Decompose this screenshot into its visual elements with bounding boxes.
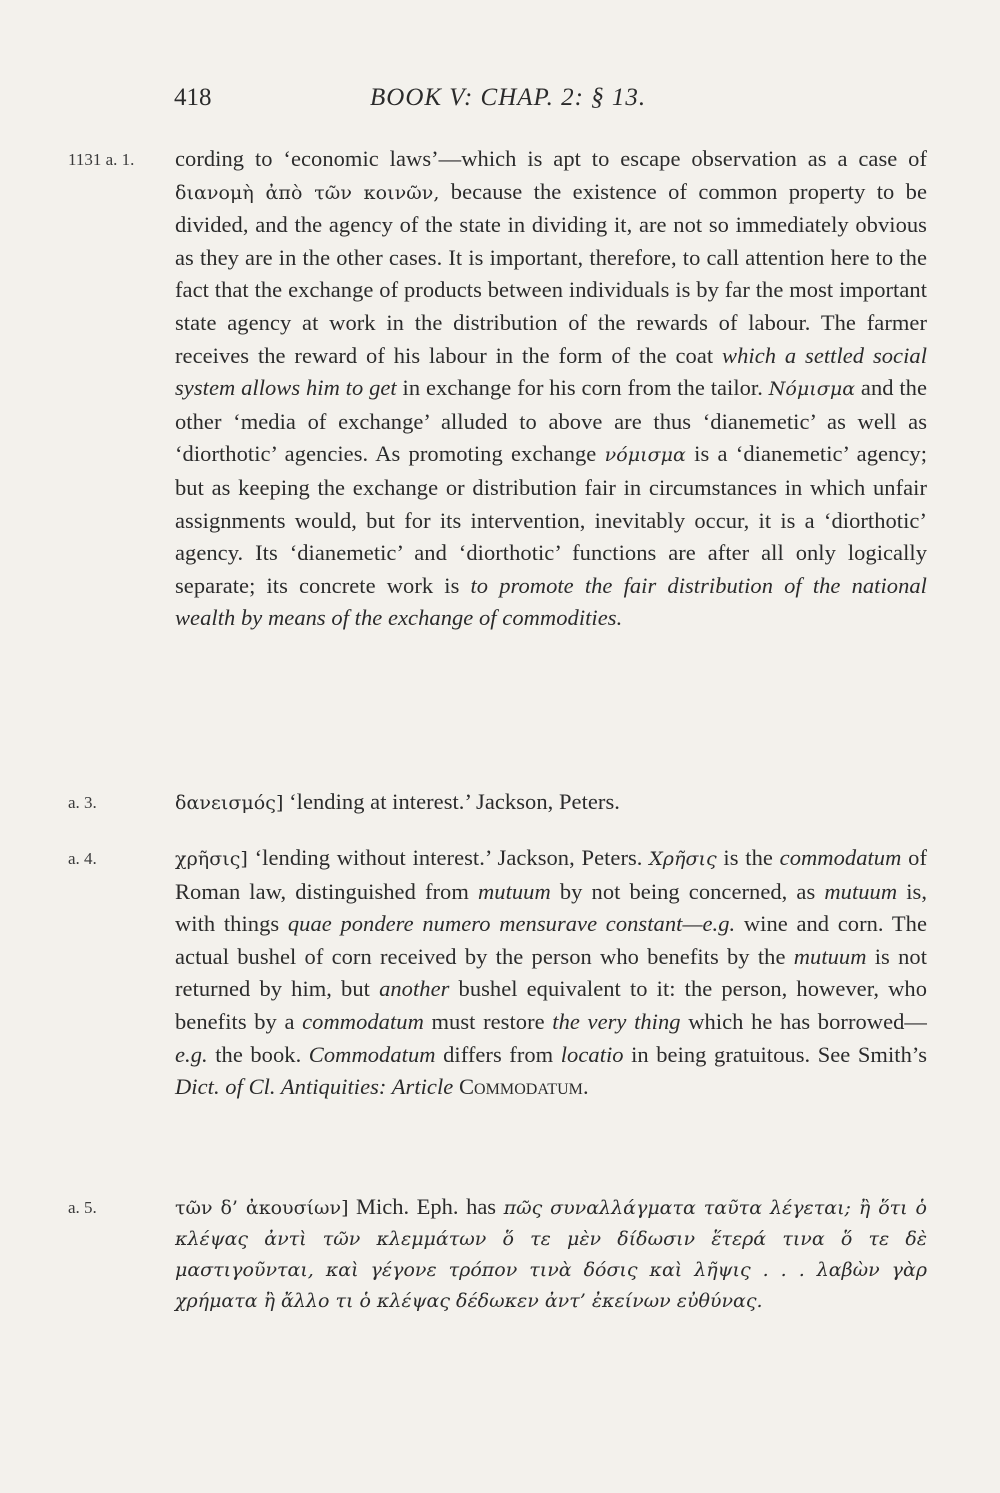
running-head: BOOK V: CHAP. 2: § 13. — [370, 84, 647, 111]
note-a4 — [175, 842, 927, 1104]
italic-phrase: which a settled social system allows him to get — [175, 342, 927, 401]
italic-phrase: commodatum — [779, 845, 902, 870]
text-run: and the other ‘media of exchange’ alluded to above are thus ‘dianemetic’ as well as ‘diorthotic’ agencies. As promoting exchange — [175, 375, 928, 467]
text-run: cording to ‘economic laws’—which is apt to escape observation as a case of — [175, 146, 927, 171]
greek-phrase: διανομὴ ἀπὸ τῶν κοινῶν, — [175, 181, 440, 204]
small-caps-phrase: Commodatum. — [458, 1074, 589, 1100]
note-marker-a5: a. 5. — [68, 1198, 97, 1217]
note-a3-text — [175, 786, 927, 820]
text-run: is not returned by him, but — [175, 943, 927, 1002]
note-a1-text — [175, 143, 927, 635]
page-header — [174, 84, 764, 124]
greek-quotation: πῶς συναλλάγματα ταῦτα λέγεται; ἢ ὅτι ὁ κλέψας ἀντὶ τῶν κλεμμάτων ὅ τε μὲν δίδωσιν ἕτερά τινα ὅ τε δὲ μαστιγοῦνται, καὶ γέγονε τρόπον τινὰ δόσις καὶ λῆψις . . . λαβὼν γὰρ χρήματα ἢ ἄλλο τι ὁ κλέψας δέδωκεν ἀντ’ ἐκείνων εὐθύνας. — [175, 1197, 927, 1312]
greek-phrase: Χρῆσις — [649, 848, 717, 870]
greek-phrase: δανεισμός] — [175, 792, 284, 814]
text-run: in being gratuitous. See Smith’s — [623, 1041, 927, 1067]
greek-phrase: νόμισμα — [604, 444, 686, 467]
note-marker-a4: a. 4. — [68, 849, 97, 868]
page-number: 418 — [174, 84, 212, 111]
greek-phrase: Νόμισμα — [768, 378, 856, 401]
italic-phrase: another — [379, 976, 450, 1002]
italic-phrase: mutuum — [793, 943, 867, 969]
text-run: is the — [716, 845, 780, 870]
italic-phrase: Commodatum — [308, 1041, 436, 1067]
text-run: must restore — [423, 1008, 553, 1034]
text-run: which he has borrowed— — [680, 1008, 927, 1034]
note-a5 — [175, 1191, 927, 1317]
text-run: differs from — [435, 1041, 561, 1067]
note-a3 — [175, 786, 927, 820]
text-run: wine and corn. The actual bushel of corn received by the person who benefits by the — [175, 911, 927, 969]
text-run: ‘lending at interest.’ Jackson, Peters. — [283, 789, 620, 814]
text-run: in exchange for his corn from the tailor. — [396, 375, 769, 401]
italic-phrase: mutuum — [477, 878, 551, 904]
text-run: bushel equivalent to it: the person, however, who benefits by a — [175, 976, 928, 1034]
note-a5-text — [175, 1191, 927, 1317]
note-a4-text — [175, 842, 927, 1104]
text-run: by not being concerned, as — [550, 878, 825, 904]
text-run: Mich. Eph. has — [348, 1194, 504, 1219]
italic-phrase: mutuum — [824, 878, 898, 904]
greek-phrase: χρῆσις] — [175, 848, 248, 870]
italic-phrase: commodatum — [302, 1008, 424, 1034]
note-a1 — [175, 143, 927, 635]
text-run: because the existence of common property to be divided, and the agency of the state in dividing it, are not so immediately obvious as they are in the other cases. It is important, therefore, to call attention here to the fact that the exchange of products between individuals is by far the most important state agency at work in the distribution of the rewards of labour. The farmer receives the reward of his labour in the form of the coat — [175, 178, 927, 368]
note-marker-a3: a. 3. — [68, 793, 97, 812]
text-run: the book. — [207, 1041, 309, 1067]
italic-phrase: the very thing — [552, 1008, 681, 1034]
text-run: ‘lending without interest.’ Jackson, Peters. — [247, 845, 650, 870]
italic-phrase: to promote the fair distribution of the national wealth by means of the exchange of commodities. — [175, 572, 927, 631]
note-marker-a1: 1131 a. 1. — [68, 150, 135, 169]
text-run: of Roman law, distinguished from — [175, 845, 927, 904]
italic-phrase: quae pondere numero mensurave constant—e.g. — [287, 911, 736, 937]
text-run: is a ‘dianemetic’ agency; but as keeping the exchange or distribution fair in circumstances in which unfair assignments would, but for its intervention, inevitably occur, it is a ‘diorthotic’ agency. Its ‘dianemetic’ and ‘diorthotic’ functions are after all only logically separate; its concrete work is — [175, 441, 927, 598]
italic-phrase: Dict. of Cl. Antiquities: Article — [175, 1074, 454, 1100]
greek-phrase: τῶν δ’ ἀκουσίων] — [175, 1197, 349, 1219]
text-run: is, with things — [175, 878, 928, 937]
italic-phrase: e.g. — [175, 1041, 208, 1067]
italic-phrase: locatio — [560, 1041, 624, 1067]
